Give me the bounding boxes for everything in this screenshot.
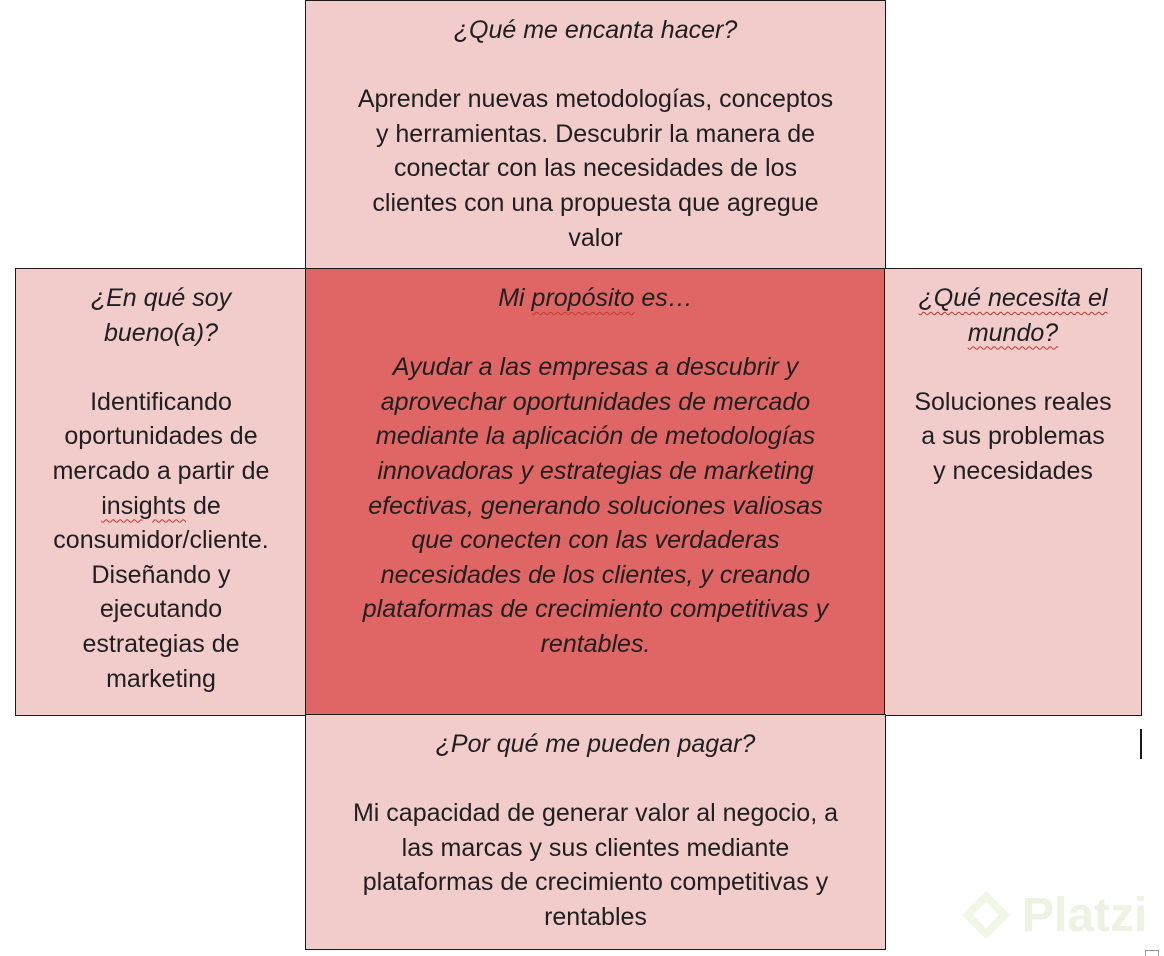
center-question-prefix: Mi [498, 284, 532, 312]
bottom-answer: Mi capacidad de generar valor al negocio, a las marcas y sus clientes mediante plataformas de crecimiento competitivas y rentables [352, 799, 839, 931]
right-answer: Soluciones reales a sus problemas y necesidades [914, 387, 1112, 485]
left-answer-line3: mercado a partir de [52, 456, 270, 485]
left-answer-rest: consumidor/cliente. Diseñando y ejecutando estrategias de marketing [53, 526, 269, 693]
left-question-line1: ¿En qué soy [90, 284, 232, 312]
center-question-suffix: es… [634, 284, 693, 312]
left-question-line2: bueno(a)? [104, 318, 218, 347]
right-cell-world-needs [884, 268, 1142, 716]
platzi-logo-icon [958, 887, 1014, 943]
platzi-watermark [958, 880, 1158, 950]
spellcheck-word-proposito: propósito [531, 284, 635, 312]
left-answer-line4 [24, 489, 298, 524]
spellcheck-word-insights: insights [101, 491, 186, 520]
right-question-line2 [893, 316, 1133, 351]
bottom-cell-paid-for [305, 714, 886, 950]
center-question [320, 281, 871, 316]
right-question-line2-text: mundo? [967, 318, 1059, 347]
resize-handle-icon [1145, 950, 1159, 956]
center-cell-purpose [305, 268, 886, 716]
right-question-line1-text: ¿Qué necesita el [918, 284, 1108, 312]
top-question: ¿Qué me encanta hacer? [453, 16, 738, 44]
left-answer-line1: Identificando [90, 387, 232, 416]
left-cell-good-at [15, 268, 307, 716]
left-answer-line2: oportunidades de [64, 422, 258, 451]
watermark-text: Platzi [1022, 888, 1148, 942]
top-answer: Aprender nuevas metodologías, conceptos y herramientas. Descubrir la manera de conectar con las necesidades de los clientes con una propuesta que agregue valor [357, 85, 834, 252]
bottom-question: ¿Por qué me pueden pagar? [435, 730, 756, 758]
right-question-line1 [893, 281, 1133, 316]
top-cell-love [305, 0, 886, 270]
left-answer-word-de: de [186, 491, 221, 520]
text-cursor [1140, 729, 1142, 759]
center-answer: Ayudar a las empresas a descubrir y aprovechar oportunidades de mercado mediante la aplicación de metodologías innovadoras y estrategias de marketing efectivas, generando soluciones valiosas que conecten con las verdaderas necesidades de los clientes, y creando plataformas de crecimiento competitivas y rentables. [362, 353, 829, 658]
